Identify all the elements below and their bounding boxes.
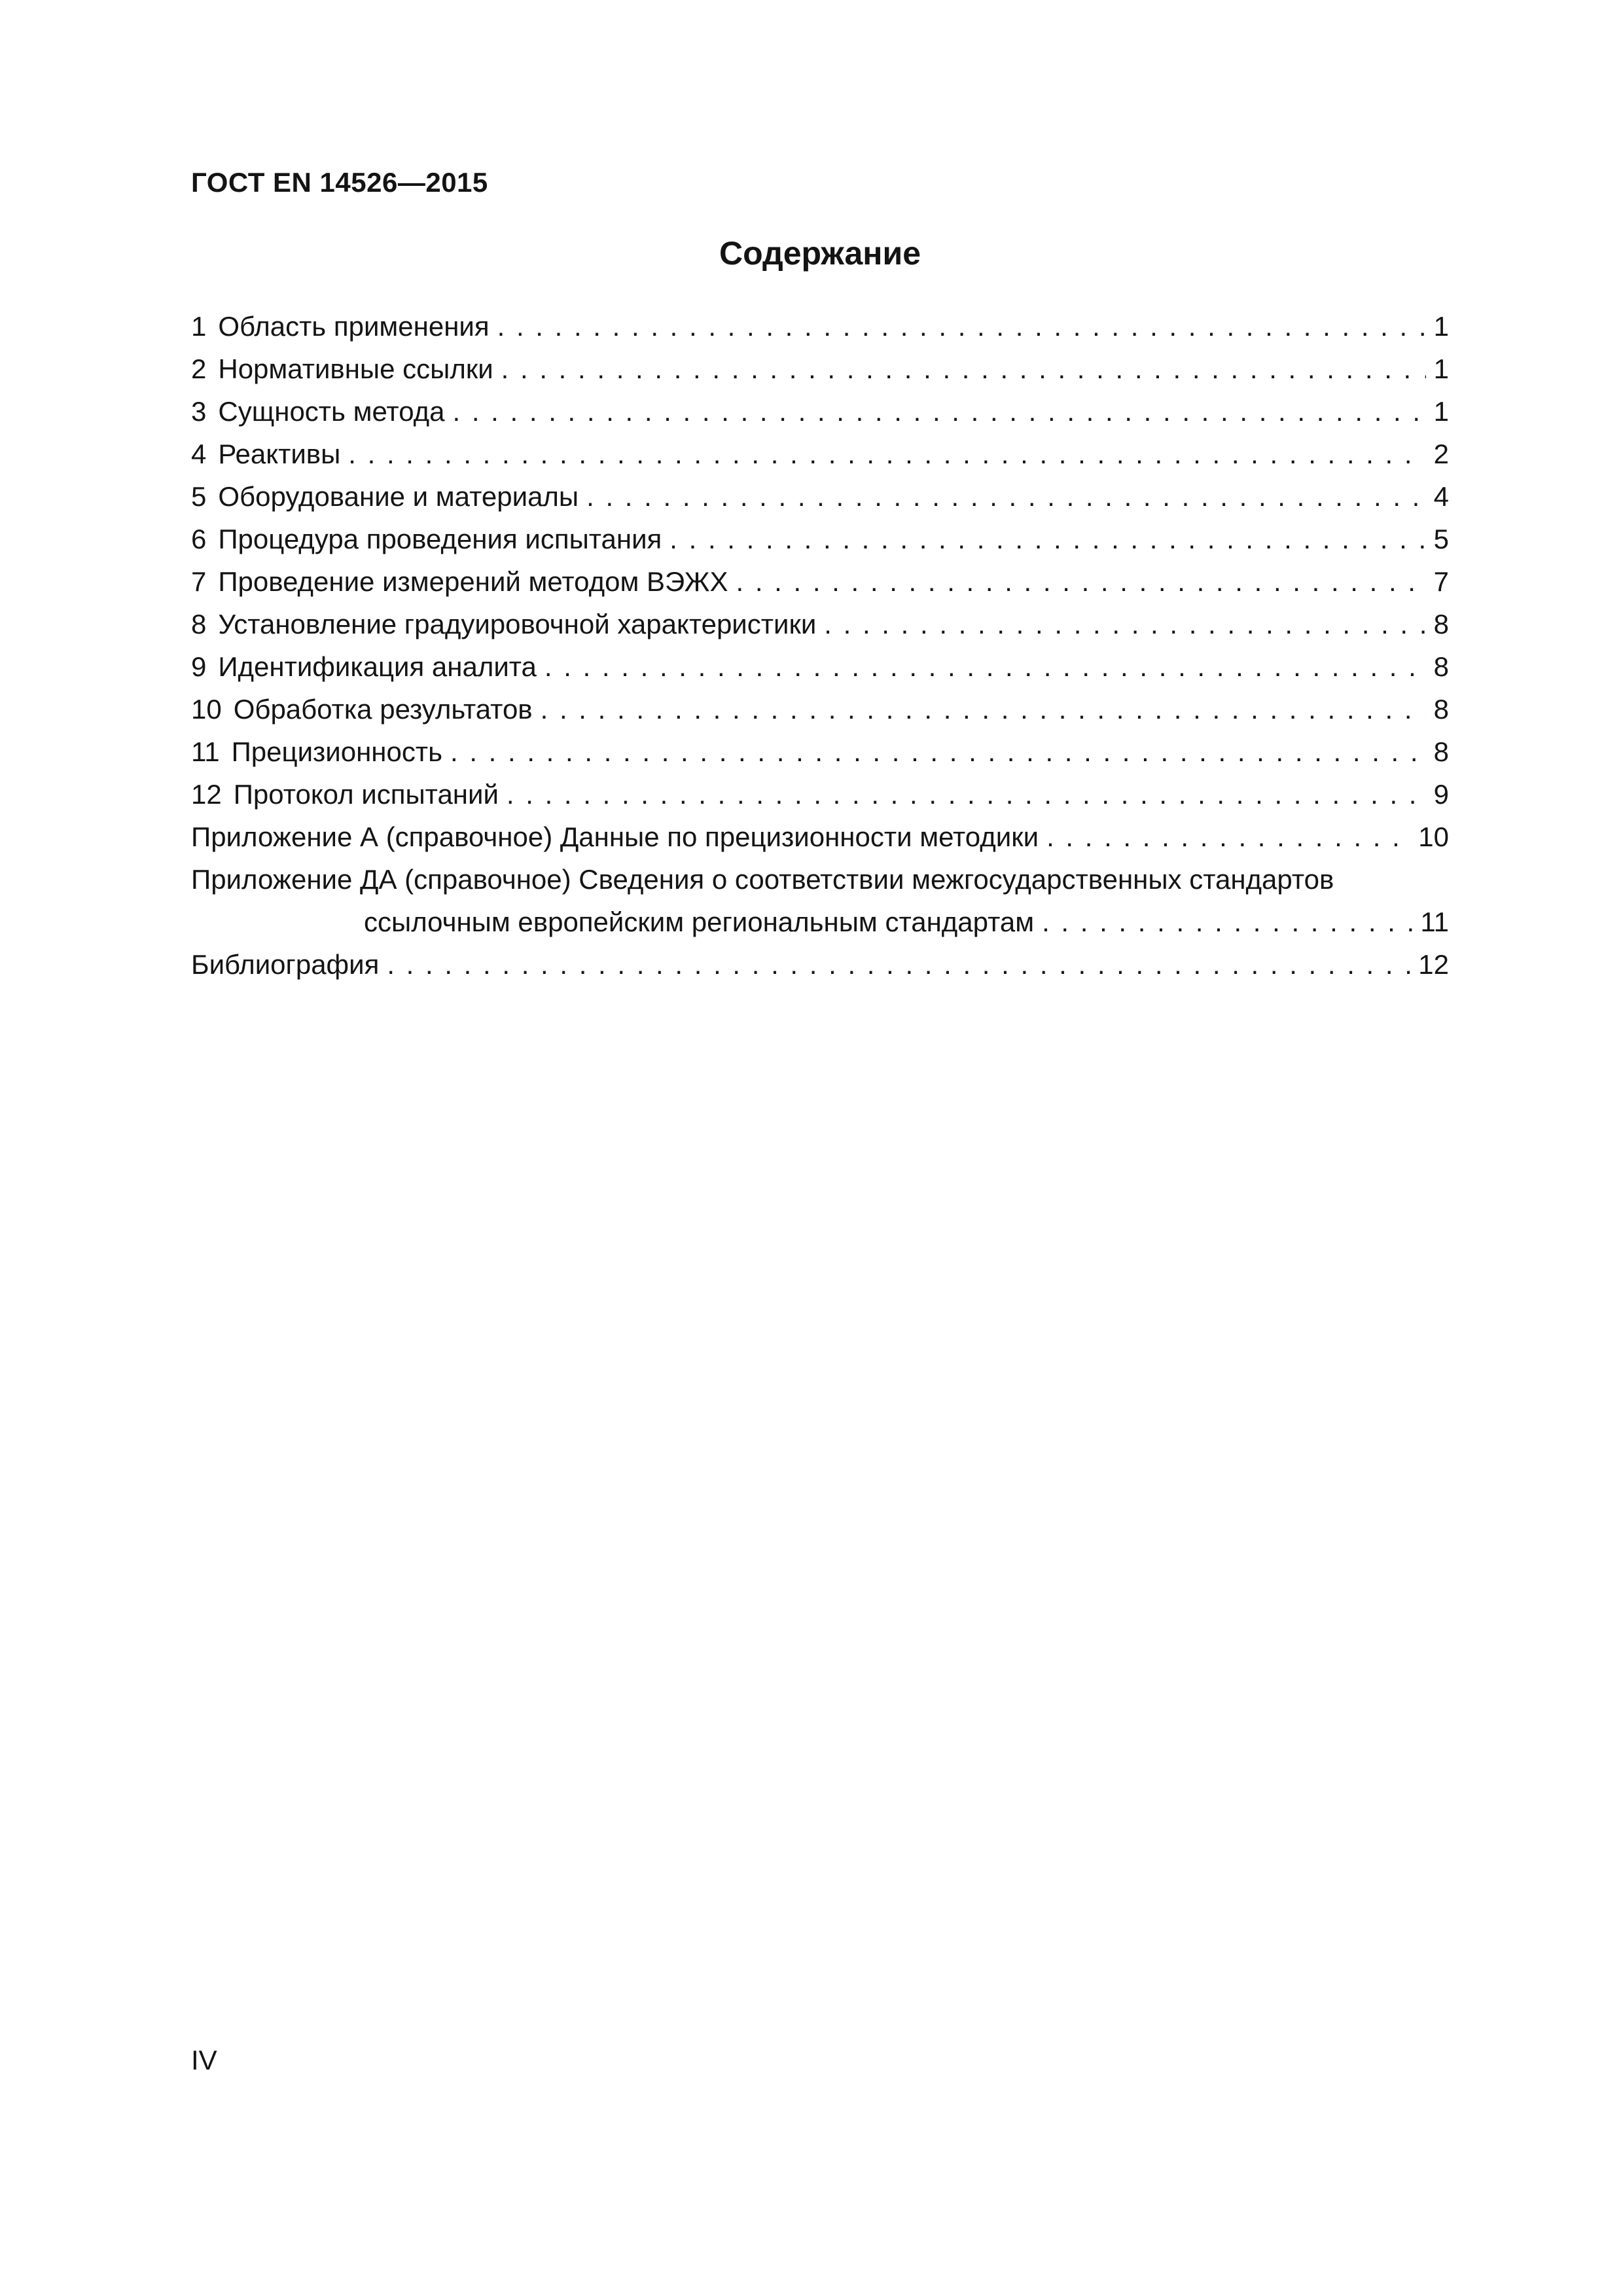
toc-entry-page: 10	[1418, 821, 1449, 853]
toc-entry-label: Сущность метода	[218, 396, 445, 427]
document-number: ГОСТ EN 14526—2015	[191, 167, 488, 198]
toc-entry-label: Оборудование и материалы	[218, 481, 579, 512]
page-number-footer: IV	[191, 2045, 217, 2075]
toc-entry-label: Библиография	[191, 949, 380, 980]
toc-entry-appendix-da	[191, 858, 1449, 943]
toc-entry-number: 10	[191, 694, 222, 725]
toc-entry-label-line2: ссылочным европейским региональным стандартам	[364, 906, 1035, 938]
toc-dot-leader	[541, 688, 1426, 730]
toc-entry-label: Нормативные ссылки	[218, 353, 493, 385]
toc-entry-page: 5	[1433, 524, 1449, 555]
toc-dot-leader	[501, 348, 1426, 390]
toc-dot-leader	[736, 560, 1425, 603]
toc-entry-page: 8	[1433, 609, 1449, 640]
toc-entry	[191, 688, 1449, 730]
toc-entry-number: 4	[191, 439, 207, 470]
toc-entry-page: 11	[1420, 906, 1449, 938]
toc-entry-number: 6	[191, 524, 207, 555]
toc-entry	[191, 560, 1449, 603]
toc-entry-number: 7	[191, 566, 207, 598]
toc-entry-label: Обработка результатов	[233, 694, 533, 725]
toc-entry-label: Приложение А (справочное) Данные по прецизионности методики	[191, 821, 1039, 853]
toc-entry-label: Установление градуировочной характеристики	[218, 609, 817, 640]
toc-entry-appendix-a	[191, 816, 1449, 858]
toc-dot-leader	[824, 603, 1425, 645]
toc-entry-page: 9	[1433, 779, 1449, 810]
toc-entry-page: 12	[1418, 949, 1449, 980]
toc-entry	[191, 433, 1449, 475]
toc-entry-number: 8	[191, 609, 207, 640]
toc-dot-leader	[387, 943, 1410, 986]
toc-entry-label: Область применения	[218, 311, 490, 342]
toc-dot-leader	[453, 390, 1426, 433]
toc-entry	[191, 518, 1449, 560]
toc-entry-number: 11	[191, 736, 220, 768]
toc-entry-page: 7	[1433, 566, 1449, 598]
toc-entry-page: 1	[1433, 311, 1449, 342]
toc-entry-label: Проведение измерений методом ВЭЖХ	[218, 566, 728, 598]
toc-entry-label: Идентификация аналита	[218, 651, 537, 683]
toc-entry	[191, 390, 1449, 433]
toc-entry-label: Протокол испытаний	[233, 779, 499, 810]
toc-entry-page: 1	[1433, 353, 1449, 385]
toc-entry-number: 1	[191, 311, 207, 342]
table-of-contents	[191, 305, 1449, 986]
toc-title: Содержание	[719, 235, 921, 272]
toc-dot-leader	[450, 730, 1426, 773]
toc-entry-number: 3	[191, 396, 207, 427]
toc-entry-label: Процедура проведения испытания	[218, 524, 662, 555]
toc-entry-label-line1: Приложение ДА (справочное) Сведения о соответствии межгосударственных стандартов	[191, 864, 1334, 895]
toc-entry-page: 2	[1433, 439, 1449, 470]
toc-entry	[191, 645, 1449, 688]
toc-entry	[191, 475, 1449, 518]
toc-dot-leader	[507, 773, 1426, 816]
toc-entry-number: 9	[191, 651, 207, 683]
toc-dot-leader	[586, 475, 1426, 518]
toc-entry	[191, 305, 1449, 348]
toc-entry-number: 2	[191, 353, 207, 385]
toc-entry-page: 4	[1433, 481, 1449, 512]
toc-entry	[191, 730, 1449, 773]
toc-entry-label: Прецизионность	[231, 736, 442, 768]
toc-dot-leader	[497, 305, 1426, 348]
toc-entry	[191, 773, 1449, 816]
toc-dot-leader	[1042, 901, 1412, 943]
toc-entry-page: 1	[1433, 396, 1449, 427]
toc-entry	[191, 603, 1449, 645]
toc-dot-leader	[544, 645, 1426, 688]
toc-dot-leader	[1046, 816, 1410, 858]
toc-entry-number: 5	[191, 481, 207, 512]
toc-entry-line2	[191, 901, 1449, 943]
toc-dot-leader	[669, 518, 1425, 560]
toc-entry-label: Реактивы	[218, 439, 341, 470]
toc-entry-page: 8	[1433, 736, 1449, 768]
toc-entry-page: 8	[1433, 694, 1449, 725]
toc-dot-leader	[348, 433, 1425, 475]
toc-entry-number: 12	[191, 779, 222, 810]
toc-entry-bibliography	[191, 943, 1449, 986]
page-content	[0, 0, 1623, 986]
toc-entry-page: 8	[1433, 651, 1449, 683]
toc-entry	[191, 348, 1449, 390]
